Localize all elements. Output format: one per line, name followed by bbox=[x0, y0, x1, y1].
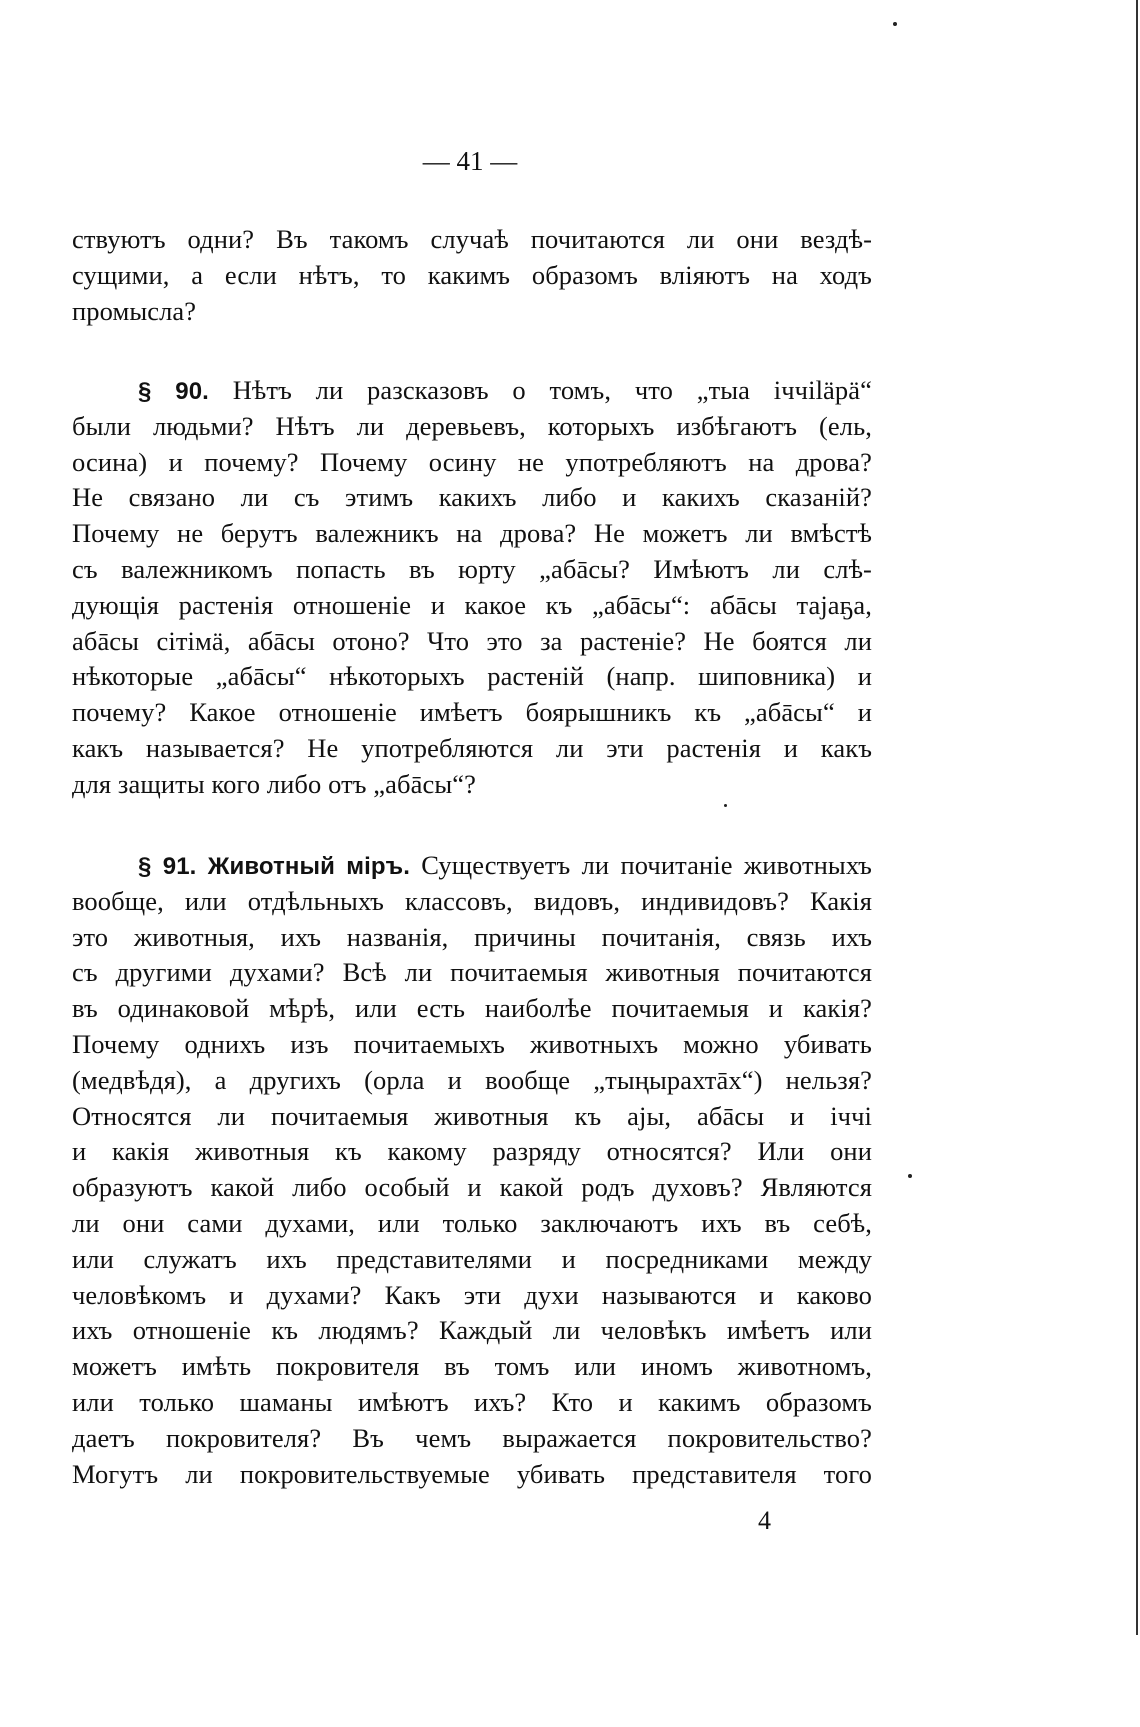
text-line: ихъ отношеніе къ людямъ? Каждый ли человѣкъ имѣетъ или bbox=[72, 1315, 872, 1346]
scan-speck bbox=[724, 804, 727, 807]
text-line: почему? Какое отношеніе имѣетъ боярышникъ къ „абāсы“ и bbox=[72, 697, 872, 728]
text-line: вообще, или отдѣльныхъ классовъ, видовъ, индивидовъ? Какія bbox=[72, 885, 872, 916]
text-line: (медвѣдя), а другихъ (орла и вообще „тыңырахтāх“) нельзя? bbox=[72, 1064, 872, 1095]
text-line: Почему однихъ изъ почитаемыхъ животныхъ можно убивать bbox=[72, 1028, 872, 1059]
scan-speck bbox=[893, 22, 897, 26]
text-line bbox=[72, 373, 872, 409]
page-edge-line bbox=[1136, 0, 1138, 1635]
text-line: дующія растенія отношеніе и какое къ „абāсы“: абāсы таjaҕa, bbox=[72, 589, 872, 620]
text-line: это животныя, ихъ названія, причины почитанія, связь ихъ bbox=[72, 921, 872, 952]
section-heading: Животный міръ. bbox=[207, 853, 410, 880]
section-number: § 91. bbox=[138, 853, 197, 880]
text-line: нѣкоторые „абāсы“ нѣкоторыхъ растеній (напр. шиповника) и bbox=[72, 661, 872, 692]
text-span: Нѣтъ ли разсказовъ о томъ, что „тыа іччіläpä“ bbox=[232, 375, 872, 405]
section-90 bbox=[72, 373, 872, 803]
text-line: или служатъ ихъ представителями и посредниками между bbox=[72, 1243, 872, 1274]
section-91 bbox=[72, 848, 872, 1492]
text-line: или только шаманы имѣютъ ихъ? Кто и какимъ образомъ bbox=[72, 1386, 872, 1417]
text-span: Существуетъ ли почитаніе животныхъ bbox=[421, 850, 872, 880]
text-line: были людьми? Нѣтъ ли деревьевъ, которыхъ избѣгаютъ (ель, bbox=[72, 410, 872, 441]
text-line: промысла? bbox=[72, 295, 197, 326]
text-line: Почему не берутъ валежникъ на дрова? Не можетъ ли вмѣстѣ bbox=[72, 518, 872, 549]
text-line: можетъ имѣть покровителя въ томъ или иномъ животномъ, bbox=[72, 1351, 872, 1382]
text-line: съ другими духами? Всѣ ли почитаемыя животныя почитаются bbox=[72, 957, 872, 988]
text-line: человѣкомъ и духами? Какъ эти духи называются и каково bbox=[72, 1279, 872, 1310]
text-line: для защиты кого либо отъ „абāсы“? bbox=[72, 768, 476, 799]
text-line: какъ называется? Не употребляются ли эти растенія и какъ bbox=[72, 732, 872, 763]
text-line: въ одинаковой мѣрѣ, или есть наиболѣе почитаемыя и какія? bbox=[72, 993, 872, 1024]
text-line: ствуютъ одни? Въ такомъ случаѣ почитаются ли они вездѣ- bbox=[72, 224, 872, 254]
text-line: Не связано ли съ этимъ какихъ либо и какихъ сказаній? bbox=[72, 482, 872, 513]
text-line: абāсы сітімä, абāсы отоно? Что это за растеніе? Не боятся ли bbox=[72, 625, 872, 656]
text-line: Могутъ ли покровительствуемые убивать представителя того bbox=[72, 1458, 872, 1489]
text-line bbox=[72, 848, 872, 884]
scan-speck bbox=[908, 1174, 912, 1178]
text-line: образуютъ какой либо особый и какой родъ духовъ? Являются bbox=[72, 1172, 872, 1203]
signature-mark: 4 bbox=[758, 1506, 771, 1535]
text-line: ли они сами духами, или только заключаютъ ихъ въ себѣ, bbox=[72, 1207, 872, 1238]
text-line: осина) и почему? Почему осину не употребляютъ на дрова? bbox=[72, 446, 872, 477]
text-line: Относятся ли почитаемыя животныя къ аjы, абāсы и іччі bbox=[72, 1100, 872, 1131]
text-line: сущими, а если нѣтъ, то какимъ образомъ вліяютъ на ходъ bbox=[72, 259, 872, 290]
text-line: съ валежникомъ попасть въ юрту „абāсы? Имѣютъ ли слѣ- bbox=[72, 553, 872, 584]
continuation-paragraph bbox=[72, 222, 872, 329]
text-line: даетъ покровителя? Въ чемъ выражается покровительство? bbox=[72, 1422, 872, 1453]
section-number: § 90. bbox=[138, 378, 209, 405]
text-line: и какія животныя къ какому разряду относятся? Или они bbox=[72, 1136, 872, 1167]
page-number: — 41 — bbox=[422, 146, 518, 176]
